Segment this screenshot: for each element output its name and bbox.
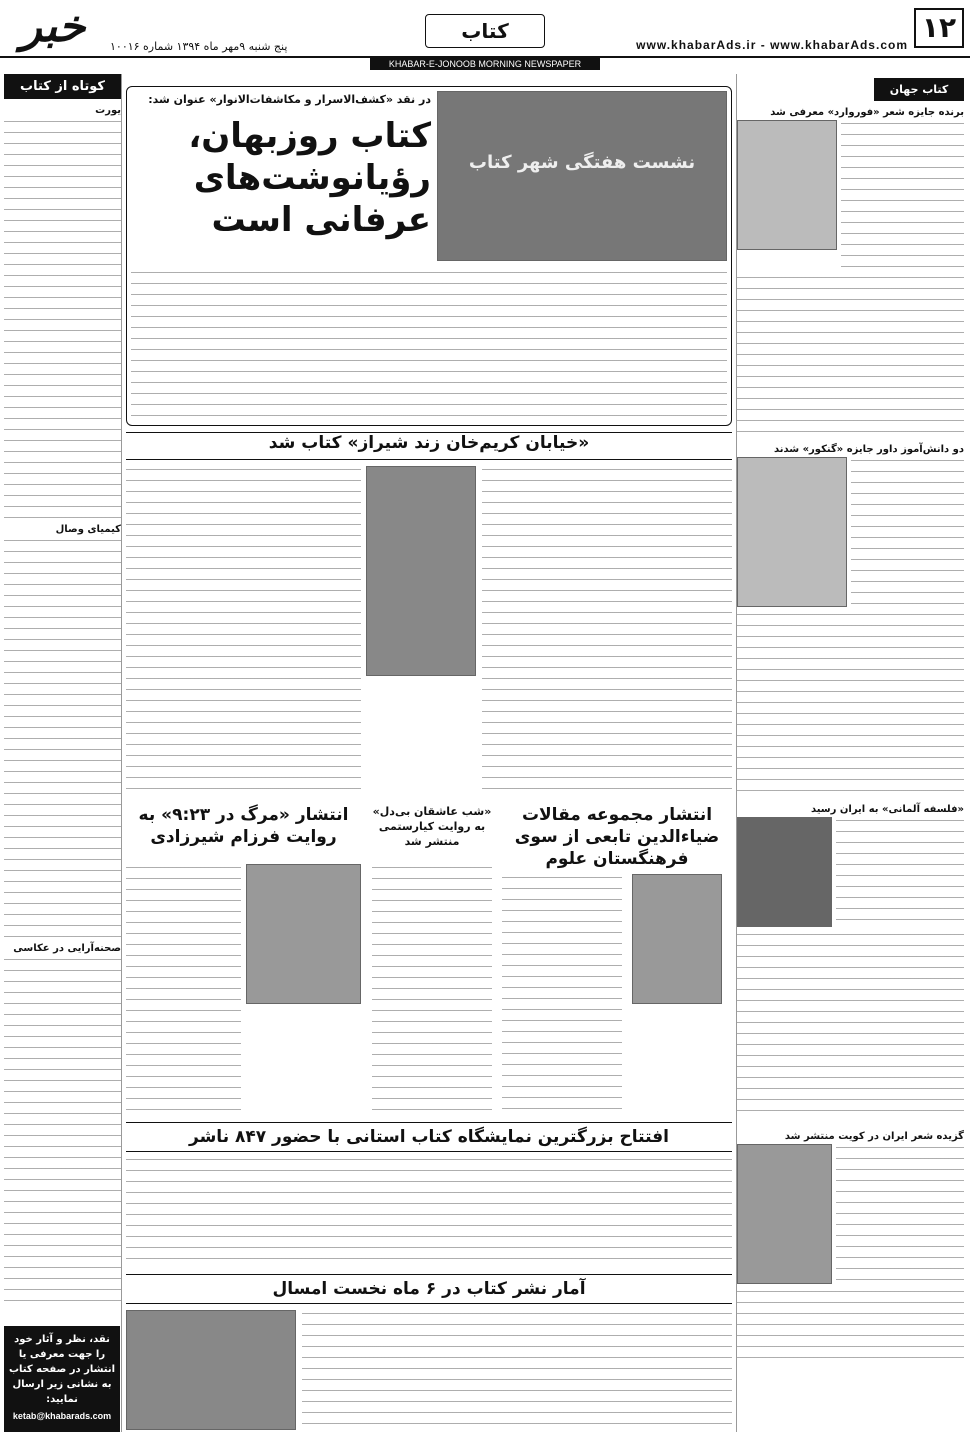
tabei-title: انتشار مجموعه مقالات ضیاءالدین تابعی از سوی فرهنگستان علوم: [514, 805, 720, 869]
shirzadi-photo: [246, 864, 361, 1004]
tabei-body: [502, 874, 622, 1114]
karimkhan-strip: [126, 432, 732, 460]
shirzadi-body: [126, 864, 241, 1114]
karimkhan-book-cover: [366, 466, 476, 676]
main-content: [126, 74, 732, 1432]
shirzadi-title: انتشار «مرگ در ۹:۲۳» به روایت فرزام شیرزادی: [138, 805, 349, 847]
story-forward-body-2: [737, 274, 964, 434]
stats-title: آمار نشر کتاب در ۶ ماه نخست امسال: [272, 1279, 586, 1299]
bookshelf-photo: [126, 1310, 296, 1430]
story-kuwait-title: گزیده شعر ایران در کویت منتشر شد: [784, 1131, 964, 1142]
submission-email[interactable]: ketab@khabarads.com: [12, 1411, 112, 1421]
submission-text: نقد، نظر و آثار خود را جهت معرفی یا انتشار در صفحه کتاب به نشانی زیر ارسال نمایید:: [8, 1334, 116, 1405]
world-book-label: کتاب جهان: [874, 78, 964, 101]
tabei-book-cover: [632, 874, 722, 1004]
lead-body: [131, 269, 727, 419]
stats-strip: [126, 1274, 732, 1304]
item-photo-staging-body: [4, 956, 121, 1306]
students-photo: [737, 457, 847, 607]
kiarostami-title: «شب عاشقان بی‌دل» به روایت کیارستمی منتشر شد: [372, 805, 492, 848]
lead-kicker: در نقد «کشف‌الاسرار و مکاشفات‌الانوار» عنوان شد:: [148, 93, 431, 106]
lead-photo-caption: نشست هفتگی شهر کتاب: [468, 152, 696, 173]
story-goncourt-body: [851, 457, 964, 607]
story-goncourt-title: دو دانش‌آموز داور جایزه «گنکور» شدند: [773, 444, 964, 455]
story-kuwait-body-2: [737, 1288, 964, 1368]
kiarostami-body: [372, 864, 492, 1114]
lead-story-box: [126, 86, 732, 426]
submission-box: [4, 1326, 120, 1432]
stats-body: [302, 1310, 732, 1430]
story-goncourt-body-2: [737, 611, 964, 796]
story-philosophy-body: [836, 817, 964, 927]
exhibition-body: [126, 1156, 732, 1268]
masthead-strip: KHABAR-E-JONOOB MORNING NEWSPAPER: [370, 58, 600, 70]
story-kuwait-body: [836, 1144, 964, 1284]
story-forward-body: [841, 120, 964, 270]
lead-headline: کتاب روزبهان، رؤیانوشت‌های عرفانی است: [188, 116, 431, 240]
left-column: [4, 74, 122, 1432]
item-photo-staging-title: صحنه‌آرایی در عکاسی: [13, 943, 121, 954]
karimkhan-body-right: [482, 466, 732, 796]
issue-date: پنج شنبه ۹مهر ماه ۱۳۹۴ شماره ۱۰۰۱۶: [110, 40, 288, 53]
story-philosophy-title: «فلسفه آلمانی» به ایران رسید: [810, 804, 964, 815]
section-title: کتاب: [425, 14, 545, 48]
page-header: [0, 0, 970, 58]
story-forward-title: برنده جایزه شعر «فوروارد» معرفی شد: [770, 107, 964, 118]
item-yurt-body: [4, 118, 121, 518]
kuwait-book-cover: [737, 1144, 832, 1284]
newspaper-logo: خبر: [20, 1, 86, 52]
item-kimiya-title: کیمیای وصال: [55, 524, 121, 535]
story-philosophy-body-2: [737, 931, 964, 1121]
karimkhan-body-left: [126, 466, 361, 796]
philosophy-book-cover: [737, 817, 832, 927]
short-news-label: کوتاه از کتاب: [4, 74, 121, 99]
page-number: ۱۲: [914, 8, 964, 48]
exhibition-title: افتتاح بزرگترین نمایشگاه کتاب استانی با حضور ۸۴۷ ناشر: [189, 1127, 669, 1147]
exhibition-strip: [126, 1122, 732, 1152]
right-column: [736, 74, 964, 1432]
lead-photo: [437, 91, 727, 261]
karimkhan-title: «خیابان کریم‌خان زند شیراز» کتاب شد: [268, 433, 590, 453]
item-kimiya-body: [4, 537, 121, 937]
item-yurt-title: یورت: [95, 105, 121, 116]
poet-photo: [737, 120, 837, 250]
site-url[interactable]: www.khabarAds.ir - www.khabarAds.com: [636, 38, 908, 52]
